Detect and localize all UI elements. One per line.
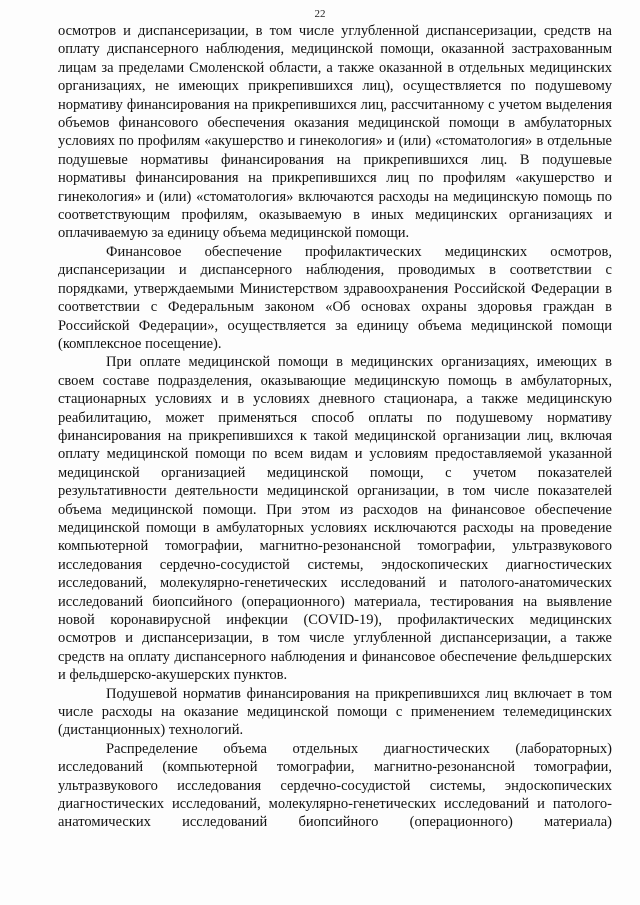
paragraph-telemedicine: Подушевой норматив финансирования на прикрепившихся лиц включает в том числе расходы на оказание медицинской помощи с применением телемедицинских (дистанционных) технологий. (58, 685, 612, 739)
paragraph-diagnostics-distribution: Распределение объема отдельных диагностических (лабораторных) исследований (компьютерной томографии, магнитно-резонансной томографии, ультразвукового исследования сердечно-сосудистой системы, эндоскопических диагностических исследований, молекулярно-генетических исследований и патолого-анатомических исследований биопсийного (операционного) материала) (58, 740, 612, 831)
document-body (58, 22, 612, 832)
paragraph-capitation-payment: При оплате медицинской помощи в медицинских организациях, имеющих в своем составе подразделения, оказывающие медицинскую помощь в амбулаторных, стационарных условиях и в условиях дневного стационара, а также медицинскую реабилитацию, может применяться способ оплаты по подушевому нормативу финансирования на прикрепившихся к такой медицинской организации лиц, включая оплату медицинской помощи по всем видам и условиям предоставляемой указанной медицинской организацией медицинской помощи, с учетом показателей результативности деятельности медицинской организации, в том числе показателей объема медицинской помощи. При этом из расходов на финансовое обеспечение медицинской помощи в амбулаторных условиях исключаются расходы на проведение компьютерной томографии, магнитно-резонансной томографии, ультразвукового исследования сердечно-сосудистой системы, эндоскопических диагностических исследований, молекулярно-генетических исследований и патолого-анатомических исследований биопсийного (операционного) материала, тестирования на выявление новой коронавирусной инфекции (COVID-19), профилактических медицинских осмотров и диспансеризации, в том числе углубленной диспансеризации, а также средств на оплату диспансерного наблюдения и финансовое обеспечение фельдшерских и фельдшерско-акушерских пунктов. (58, 354, 612, 684)
paragraph-preventive-exams-funding: Финансовое обеспечение профилактических медицинских осмотров, диспансеризации и диспансерного наблюдения, проводимых в соответствии с порядками, утверждаемыми Министерством здравоохранения Российской Федерации в соответствии с Федеральным законом «Об основах охраны здоровья граждан в Российской Федерации», осуществляется за единицу объема медицинской помощи (комплексное посещение). (58, 243, 612, 352)
page-number: 22 (314, 8, 326, 20)
paragraph-continuation: осмотров и диспансеризации, в том числе углубленной диспансеризации, средств на оплату диспансерного наблюдения, медицинской помощи, оказанной застрахованным лицам за пределами Смоленской области, а также оказанной в отдельных медицинских организациях, не имеющих прикрепившихся лиц), осуществляется по подушевому нормативу финансирования на прикрепившихся лиц, рассчитанному с учетом выделения объемов финансового обеспечения оказания медицинской помощи в амбулаторных условиях по профилям «акушерство и гинекология» и (или) «стоматология» в отдельные подушевые нормативы финансирования на прикрепившихся лиц. В подушевые нормативы финансирования на прикрепившихся лиц по профилям «акушерство и гинекология» и (или) «стоматология» включаются расходы на медицинскую помощь по соответствующим профилям, оказываемую в иных медицинских организациях и оплачиваемую за единицу объема медицинской помощи. (58, 23, 612, 242)
